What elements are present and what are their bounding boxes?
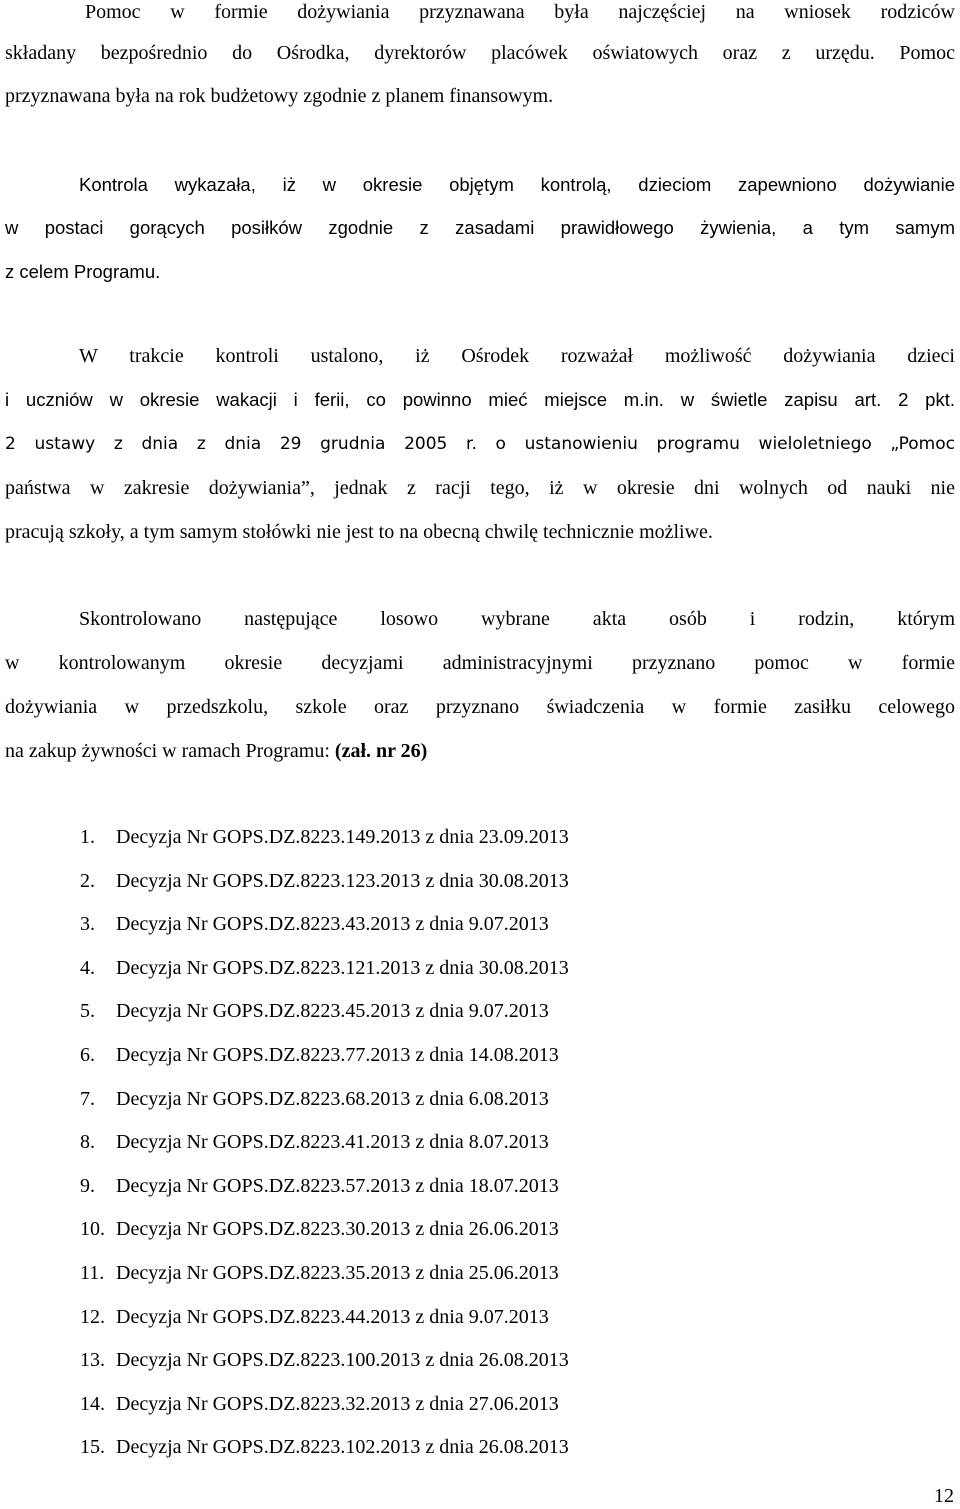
paragraph-line: Kontrola wykazała, iż w okresie objętym kontrolą, dzieciom zapewniono dożywianie [79, 174, 955, 195]
paragraph-line: z celem Programu. [5, 261, 161, 282]
list-item-text: Decyzja Nr GOPS.DZ.8223.43.2013 z dnia 9.07.2013 [116, 913, 549, 936]
list-item-number: 1. [80, 826, 95, 848]
list-item-number: 3. [80, 913, 95, 936]
list-item [80, 867, 569, 911]
paragraph-line: dożywiania w przedszkolu, szkole oraz przyznano świadczenia w formie zasiłku celowego [5, 696, 955, 718]
list-item-text: Decyzja Nr GOPS.DZ.8223.30.2013 z dnia 26.06.2013 [116, 1218, 559, 1241]
list-item-text: Decyzja Nr GOPS.DZ.8223.32.2013 z dnia 27.06.2013 [116, 1392, 559, 1415]
paragraph-line: Pomoc w formie dożywiania przyznawana była najczęściej na wniosek rodziców [85, 1, 955, 23]
list-item [80, 1259, 569, 1303]
list-item-number: 13. [80, 1349, 105, 1372]
list-item-text: Decyzja Nr GOPS.DZ.8223.77.2013 z dnia 14.08.2013 [116, 1043, 559, 1066]
list-item-text: Decyzja Nr GOPS.DZ.8223.44.2013 z dnia 9.07.2013 [116, 1305, 549, 1328]
list-item-text: Decyzja Nr GOPS.DZ.8223.35.2013 z dnia 25.06.2013 [116, 1261, 559, 1284]
list-item [80, 1172, 569, 1216]
list-item [80, 823, 569, 867]
list-item-text: Decyzja Nr GOPS.DZ.8223.45.2013 z dnia 9.07.2013 [116, 1000, 549, 1023]
attachment-reference: (zał. nr 26) [334, 740, 428, 762]
list-item-text: Decyzja Nr GOPS.DZ.8223.41.2013 z dnia 8.07.2013 [116, 1131, 549, 1154]
list-item [80, 954, 569, 998]
paragraph-line: Skontrolowano następujące losowo wybrane akta osób i rodzin, którym [79, 608, 955, 630]
list-item-number: 5. [80, 1000, 95, 1023]
paragraph-line: w kontrolowanym okresie decyzjami administracyjnymi przyznano pomoc w formie [5, 652, 955, 674]
list-item-number: 12. [80, 1305, 105, 1328]
paragraph-line: pracują szkoły, a tym samym stołówki nie jest to na obecną chwilę technicznie możliwe. [5, 521, 713, 543]
list-item [80, 1303, 569, 1347]
paragraph-line: składany bezpośrednio do Ośrodka, dyrektorów placówek oświatowych oraz z urzędu. Pomoc [5, 42, 955, 64]
list-item [80, 910, 569, 954]
list-item-number: 10. [80, 1218, 105, 1241]
paragraph-line: przyznawana była na rok budżetowy zgodnie z planem finansowym. [5, 85, 554, 107]
list-item [80, 1128, 569, 1172]
list-item-number: 14. [80, 1392, 105, 1415]
list-item-number: 6. [80, 1043, 95, 1066]
list-item-number: 9. [80, 1174, 95, 1197]
list-item-number: 15. [80, 1436, 105, 1459]
list-item-number: 8. [80, 1131, 95, 1154]
list-item-text: Decyzja Nr GOPS.DZ.8223.68.2013 z dnia 6.08.2013 [116, 1087, 549, 1110]
list-item-text: Decyzja Nr GOPS.DZ.8223.149.2013 z dnia 23.09.2013 [116, 826, 569, 848]
list-item-text: Decyzja Nr GOPS.DZ.8223.100.2013 z dnia 26.08.2013 [116, 1349, 569, 1372]
page-number: 12 [934, 1485, 954, 1507]
decisions-list [80, 823, 569, 1477]
list-item [80, 1433, 569, 1477]
paragraph-line: państwa w zakresie dożywiania”, jednak z racji tego, iż w okresie dni wolnych od nauki nie [5, 477, 955, 499]
paragraph-line [5, 739, 955, 763]
list-item [80, 1390, 569, 1434]
paragraph-line-text: na zakup żywności w ramach Programu: [5, 740, 335, 762]
list-item [80, 997, 569, 1041]
list-item-number: 4. [80, 956, 95, 979]
paragraph-line: i uczniów w okresie wakacji i ferii, co powinno mieć miejsce m.in. w świetle zapisu art. 2 pkt. [5, 389, 955, 410]
list-item [80, 1215, 569, 1259]
list-item-number: 7. [80, 1087, 95, 1110]
list-item [80, 1346, 569, 1390]
list-item [80, 1085, 569, 1129]
list-item-text: Decyzja Nr GOPS.DZ.8223.123.2013 z dnia 30.08.2013 [116, 869, 569, 892]
list-item-number: 2. [80, 869, 95, 892]
list-item-text: Decyzja Nr GOPS.DZ.8223.121.2013 z dnia 30.08.2013 [116, 956, 569, 979]
paragraph-line: w postaci gorących posiłków zgodnie z zasadami prawidłowego żywienia, a tym samym [5, 217, 955, 238]
paragraph-line: W trakcie kontroli ustalono, iż Ośrodek rozważał możliwość dożywiania dzieci [79, 345, 955, 367]
paragraph-line: 2 ustawy z dnia z dnia 29 grudnia 2005 r. o ustanowieniu programu wieloletniego „Pomoc [5, 434, 955, 454]
list-item-text: Decyzja Nr GOPS.DZ.8223.102.2013 z dnia 26.08.2013 [116, 1436, 569, 1459]
list-item-number: 11. [80, 1261, 105, 1284]
list-item [80, 1041, 569, 1085]
list-item-text: Decyzja Nr GOPS.DZ.8223.57.2013 z dnia 18.07.2013 [116, 1174, 559, 1197]
